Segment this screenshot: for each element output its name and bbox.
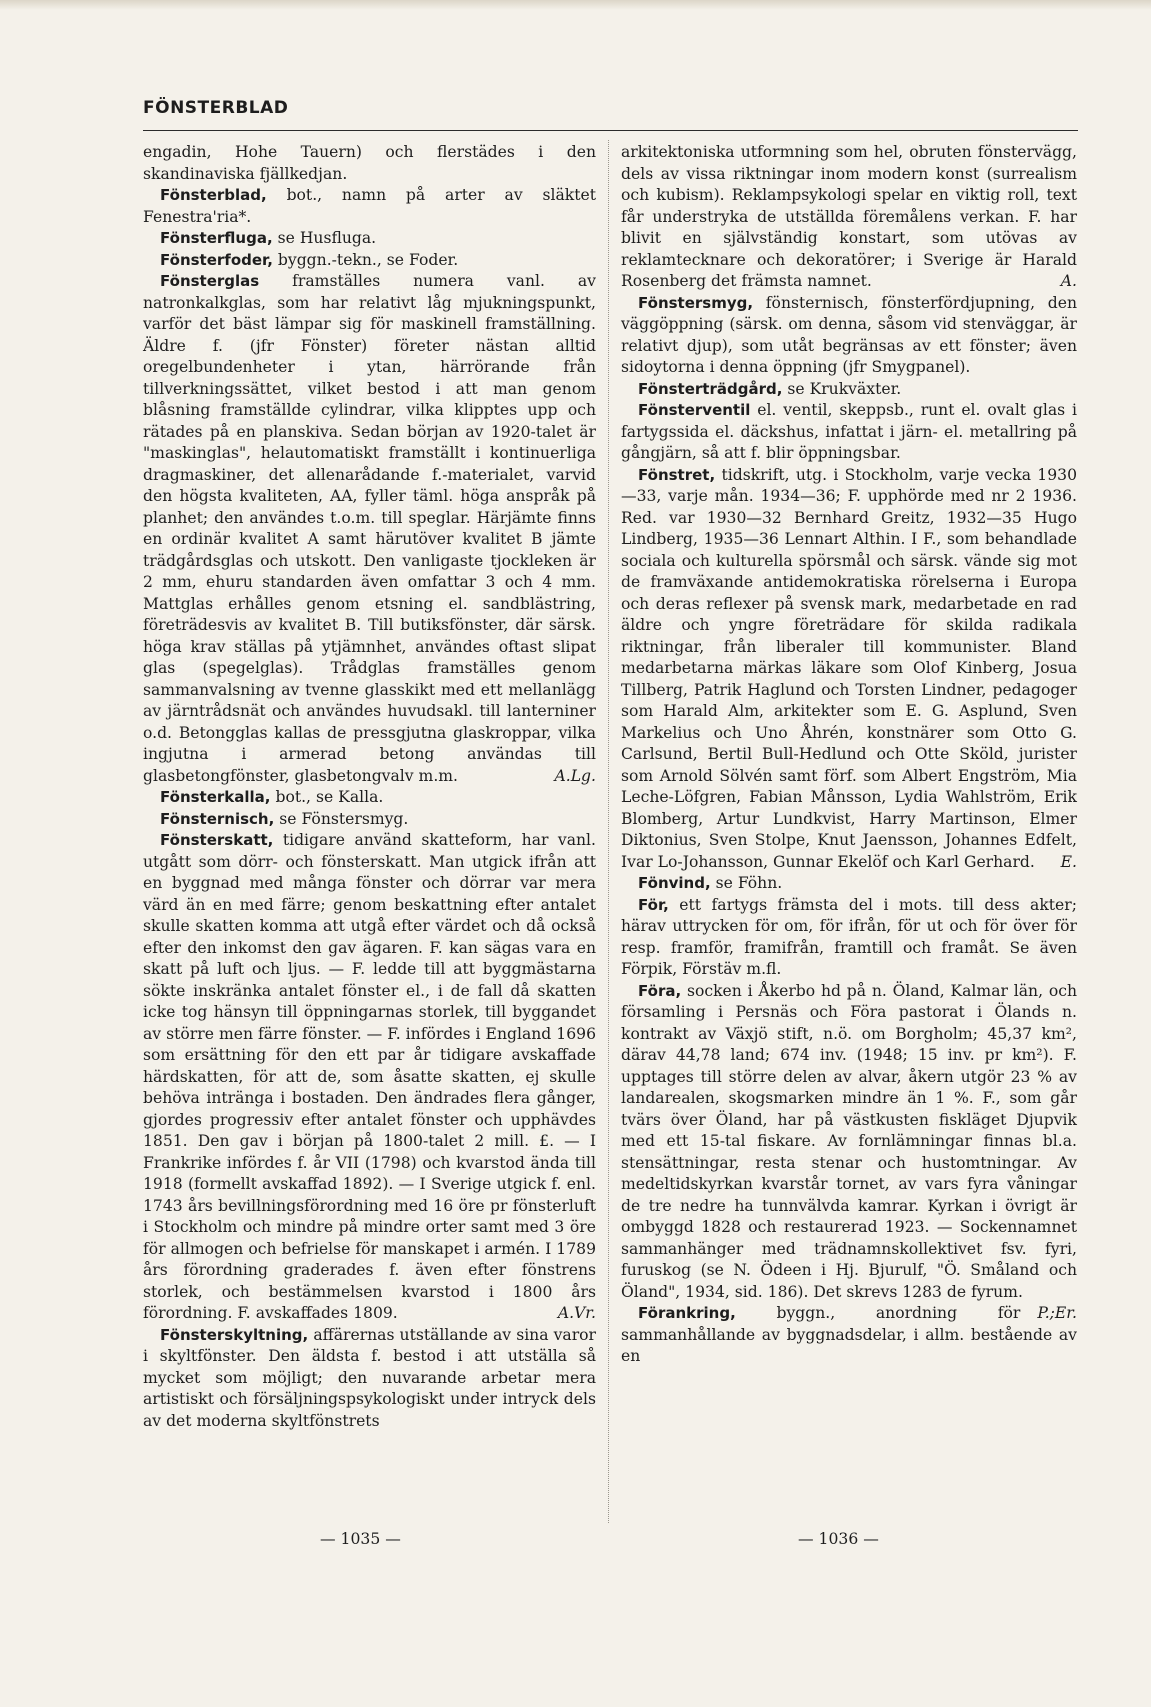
entry-headword: För,: [638, 895, 669, 914]
page-number-right: — 1036 —: [798, 1530, 879, 1548]
author-signature: E.: [1060, 852, 1077, 871]
dictionary-entry: [143, 250, 596, 272]
entry-text: bot., se Kalla.: [275, 788, 384, 806]
entry-headword: Fönsterventil: [638, 401, 751, 419]
entry-headword: Fönsterblad,: [160, 186, 267, 204]
entry-headword: Fönstersmyg,: [638, 293, 754, 312]
entry-text: se Husfluga.: [277, 229, 377, 247]
dictionary-entry: [143, 1325, 596, 1433]
entry-text: affärernas utställande av sina varor i skyltfönster. Den äldsta f. bestod i att utställa så mycket som möjligt; den nuvarande arbetar mera artistiskt och försäljningspsykologiskt under intryck dels av det moderna skyltfönstrets: [143, 1325, 596, 1430]
dictionary-entry: [143, 830, 596, 1325]
author-signature: A.Lg.: [554, 766, 596, 785]
column-divider: [608, 140, 609, 1523]
entry-text: se Föhn.: [715, 874, 783, 892]
dictionary-entry: [621, 895, 1077, 981]
entry-text: tidigare använd skatteform, har vanl. utgått som dörr- och fönsterskatt. Man utgick ifrån att en byggnad med många fönster och dörrar var mera värd än en med färre; genom beskattning efter antalet skulle skatten komma att utgå efter värdet och då också efter den inkomst den gav ägaren. F. kan sägas vara en skatt på luft och ljus. — F. ledde till att byggmästarna sökte inskränka antalet fönster el., i de fall då skatten icke tog hänsyn till öppningarnas storlek, till byggandet av större men färre fönster. — F. infördes i England 1696 som ersättning för den ett par år tidigare avskaffade härdskatten, för att de, som åsatte skatten, ej skulle behöva inträngа i bostaden. Den ändrades flera gånger, gjordes progressiv efter antalet fönster och upphävdes 1851. Den gav i början på 1800-talet 2 mill. £. — I Frankrike infördes f. år VII (1798) och kvarstod ända till 1918 (formellt avskaffad 1892). — I Sverige utgick f. enl. 1743 års bevillningsförordning med 16 öre pr fönsterluft i Stockholm och mindre på mindre orter samt med 3 öre för allmogen och befrielse för manskapet i armén. I 1789 års förordning graderades f. även efter fönstrens storlek, och bestämmelsen kvarstod i 1800 års förordning. F. avskaffades 1809.: [143, 831, 596, 1322]
entry-headword: Fönsterfluga,: [160, 229, 273, 247]
entry-headword: Fönsterglas: [160, 272, 260, 290]
right-column: [621, 142, 1077, 1368]
author-signature: P.;Er.: [1037, 1304, 1077, 1322]
entry-headword: Fönsternisch,: [160, 809, 275, 828]
entry-text: byggn., anordning för sammanhållande av byggnadsdelar, i allm. bestående av en: [621, 1304, 1077, 1365]
entry-text: byggn.-tekn., se Foder.: [277, 250, 459, 269]
dictionary-entry: [621, 465, 1077, 874]
page-edge-shade: [0, 0, 1151, 10]
dictionary-entry: [143, 787, 596, 809]
entry-text: framställes numera vanl. av natronkalkglas, som har relativt låg mjukningspunkt, varför det bäst lämpar sig för maskinell framställning. Äldre f. (jfr Fönster) företer nästan alltid oregelbundenheter i ytan, härrörande från tillverkningssättet, vilket bestod i att man genom blåsning framställde cylindrar, vilka klipptes upp och rätades på en planskiva. Sedan början av 1920-talet är "maskinglas", helautomatiskt framställt i kontinuerliga dragmaskiner, det allenarådande f.-materialet, varvid den högsta kvaliteten, AA, fyller täml. höga anspråk på planhet; den användes t.o.m. till speglar. Härjämte finns en ordinär kvalitet A samt härutöver kvalitet B jämte trädgårdsglas och utskott. Den vanligaste tjockleken är 2 mm, ehuru standarden även omfattar 3 och 4 mm. Mattglas erhålles genom etsning el. sandblästring, företrädesvis av kvalitet B. Till butiksfönster, där särsk. höga krav ställas på ytjämnhet, användes oftast slipat glas (spegelglas). Trådglas framställes genom sammanvalsning av tvenne glasskikt med ett mellanlägg av järntrådsnät och användes huvudsakl. till lanterniner o.d. Betongglas kallas de pressgjutna glaskroppar, vilka ingjutna i armerad betong användas till glasbetongfönster, glasbetongvalv m.m.: [143, 272, 596, 785]
entry-text: se Fönstersmyg.: [279, 809, 409, 828]
entry-headword: Fönvind,: [638, 874, 711, 892]
left-column: [143, 142, 596, 1432]
entry-headword: Föra,: [638, 981, 682, 1000]
entry-text: arkitektoniska utformning som hel, obruten fönstervägg, dels av vissa riktningar inom modern konst (surrealism och kubism). Reklampsykologi spelar en viktig roll, text får understryka de utställda föremålens verkan. F. har blivit en självständig konstart, som utövas av reklamtecknare och dekoratörer; i Sverige är Harald Rosenberg det främsta namnet.: [621, 143, 1077, 290]
entry-headword: Förankring,: [638, 1304, 736, 1322]
page-title: FÖNSTERBLAD: [143, 98, 289, 118]
dictionary-entry: [621, 400, 1077, 465]
author-signature: A.Vr.: [557, 1304, 596, 1322]
entry-text: engadin, Hohe Tauern) och flerstädes i den skandinaviska fjällkedjan.: [143, 143, 596, 183]
running-header: [143, 98, 1078, 131]
entry-headword: Fönsterfoder,: [160, 250, 273, 269]
author-signature: A.: [1060, 272, 1077, 290]
entry-headword: Fönsterskyltning,: [160, 1325, 309, 1344]
entry-text: se Krukväxter.: [787, 379, 902, 398]
entry-text: fönsternisch, fönsterfördjupning, den väggöppning (särsk. om denna, såsom vid stenväggar, är relativt djup), som utåt begränsas av ett fönster; även sidoytorna i denna öppning (jfr Smygpanel).: [621, 293, 1077, 376]
dictionary-entry: [143, 185, 596, 228]
dictionary-entry: [143, 228, 596, 250]
page-number-left: — 1035 —: [320, 1530, 401, 1548]
dictionary-entry: [143, 809, 596, 831]
entry-text: bot., namn på arter av släktet Fenestra'ria*.: [143, 186, 596, 226]
dictionary-entry: [143, 142, 596, 185]
entry-text: ett fartygs främsta del i mots. till dess akter; härav uttrycken för om, för ifrån, för ut och för över för resp. framför, framifrån, framtill och framåt. Se även Förpik, Förstäv m.fl.: [621, 895, 1077, 978]
dictionary-entry: [621, 379, 1077, 401]
entry-text: socken i Åkerbo hd på n. Öland, Kalmar län, och församling i Persnäs och Föra pastorat i Ölands n. kontrakt av Växjö stift, n.ö. om Borgholm; 45,37 km², därav 44,78 land; 674 inv. (1948; 15 inv. pr km²). F. upptages till större delen av alvar, åkern utgör 23 % av landarealen, skogsmarken mindre än 1 %. F., som går tvärs över Öland, har på västkusten fiskläget Djupvik med ett 15-tal fiskare. Av fornlämningar finnas bl.a. stensättningar, resta stenar och hustomtningar. Av medeltidskyrkan kvarstår tornet, av vars fyra våningar de tre nedre ha tunnvälvda kamrar. Kyrkan i övrigt är ombyggd 1828 och restaurerad 1923. — Sockennamnet sammanhänger med trädnamnskollektivet fsv. fyri, furuskog (se N. Ödeen i Hj. Bjurulf, "Ö. Småland och Öland", 1934, sid. 186). Det skrevs 1283 de fyrum.: [621, 981, 1077, 1301]
entry-headword: Fönsterskatt,: [160, 831, 274, 849]
entry-headword: Fönstret,: [638, 465, 716, 484]
dictionary-entry: [143, 271, 596, 787]
entry-headword: Fönsterträdgård,: [638, 379, 783, 398]
dictionary-entry: [621, 293, 1077, 379]
dictionary-entry: [621, 873, 1077, 895]
entry-text: tidskrift, utg. i Stockholm, varje vecka 1930—33, varje mån. 1934—36; F. upphörde med nr 2 1936. Red. var 1930—32 Bernhard Greitz, 1932—35 Hugo Lindberg, 1935—36 Lennart Althin. I F., som behandlade sociala och kulturella spörsmål och särsk. vände sig mot de framväxande antidemokratiska rörelserna i Europa och deras reflexer på svensk mark, medarbetade en rad äldre och yngre företrädare för skilda radikala riktningar, från liberaler till kommunister. Bland medarbetarna märkas läkare som Olof Kinberg, Josua Tillberg, Patrik Haglund och Torsten Lindner, pedagoger som Harald Alm, arkitekter som E. G. Asplund, Sven Markelius och Uno Åhrén, konstnärer som Otto G. Carlsund, Bertil Bull-Hedlund och Otte Sköld, jurister som Arnold Sölvén samt förf. som Albert Engström, Mia Leche-Löfgren, Fabian Månsson, Lydia Wahlström, Erik Blomberg, Artur Lundkvist, Harry Martinson, Elmer Diktonius, Sven Stolpe, Knut Jaensson, Johannes Edfelt, Ivar Lo-Johansson, Gunnar Ekelöf och Karl Gerhard.: [621, 465, 1077, 871]
dictionary-entry: [621, 142, 1077, 293]
entry-text: el. ventil, skeppsb., runt el. ovalt glas i fartygssida el. däckshus, infattat i järn- el. metallring på gångjärn, så att f. blir öppningsbar.: [621, 401, 1077, 462]
dictionary-entry: [621, 1303, 1077, 1368]
entry-headword: Fönsterkalla,: [160, 788, 271, 806]
